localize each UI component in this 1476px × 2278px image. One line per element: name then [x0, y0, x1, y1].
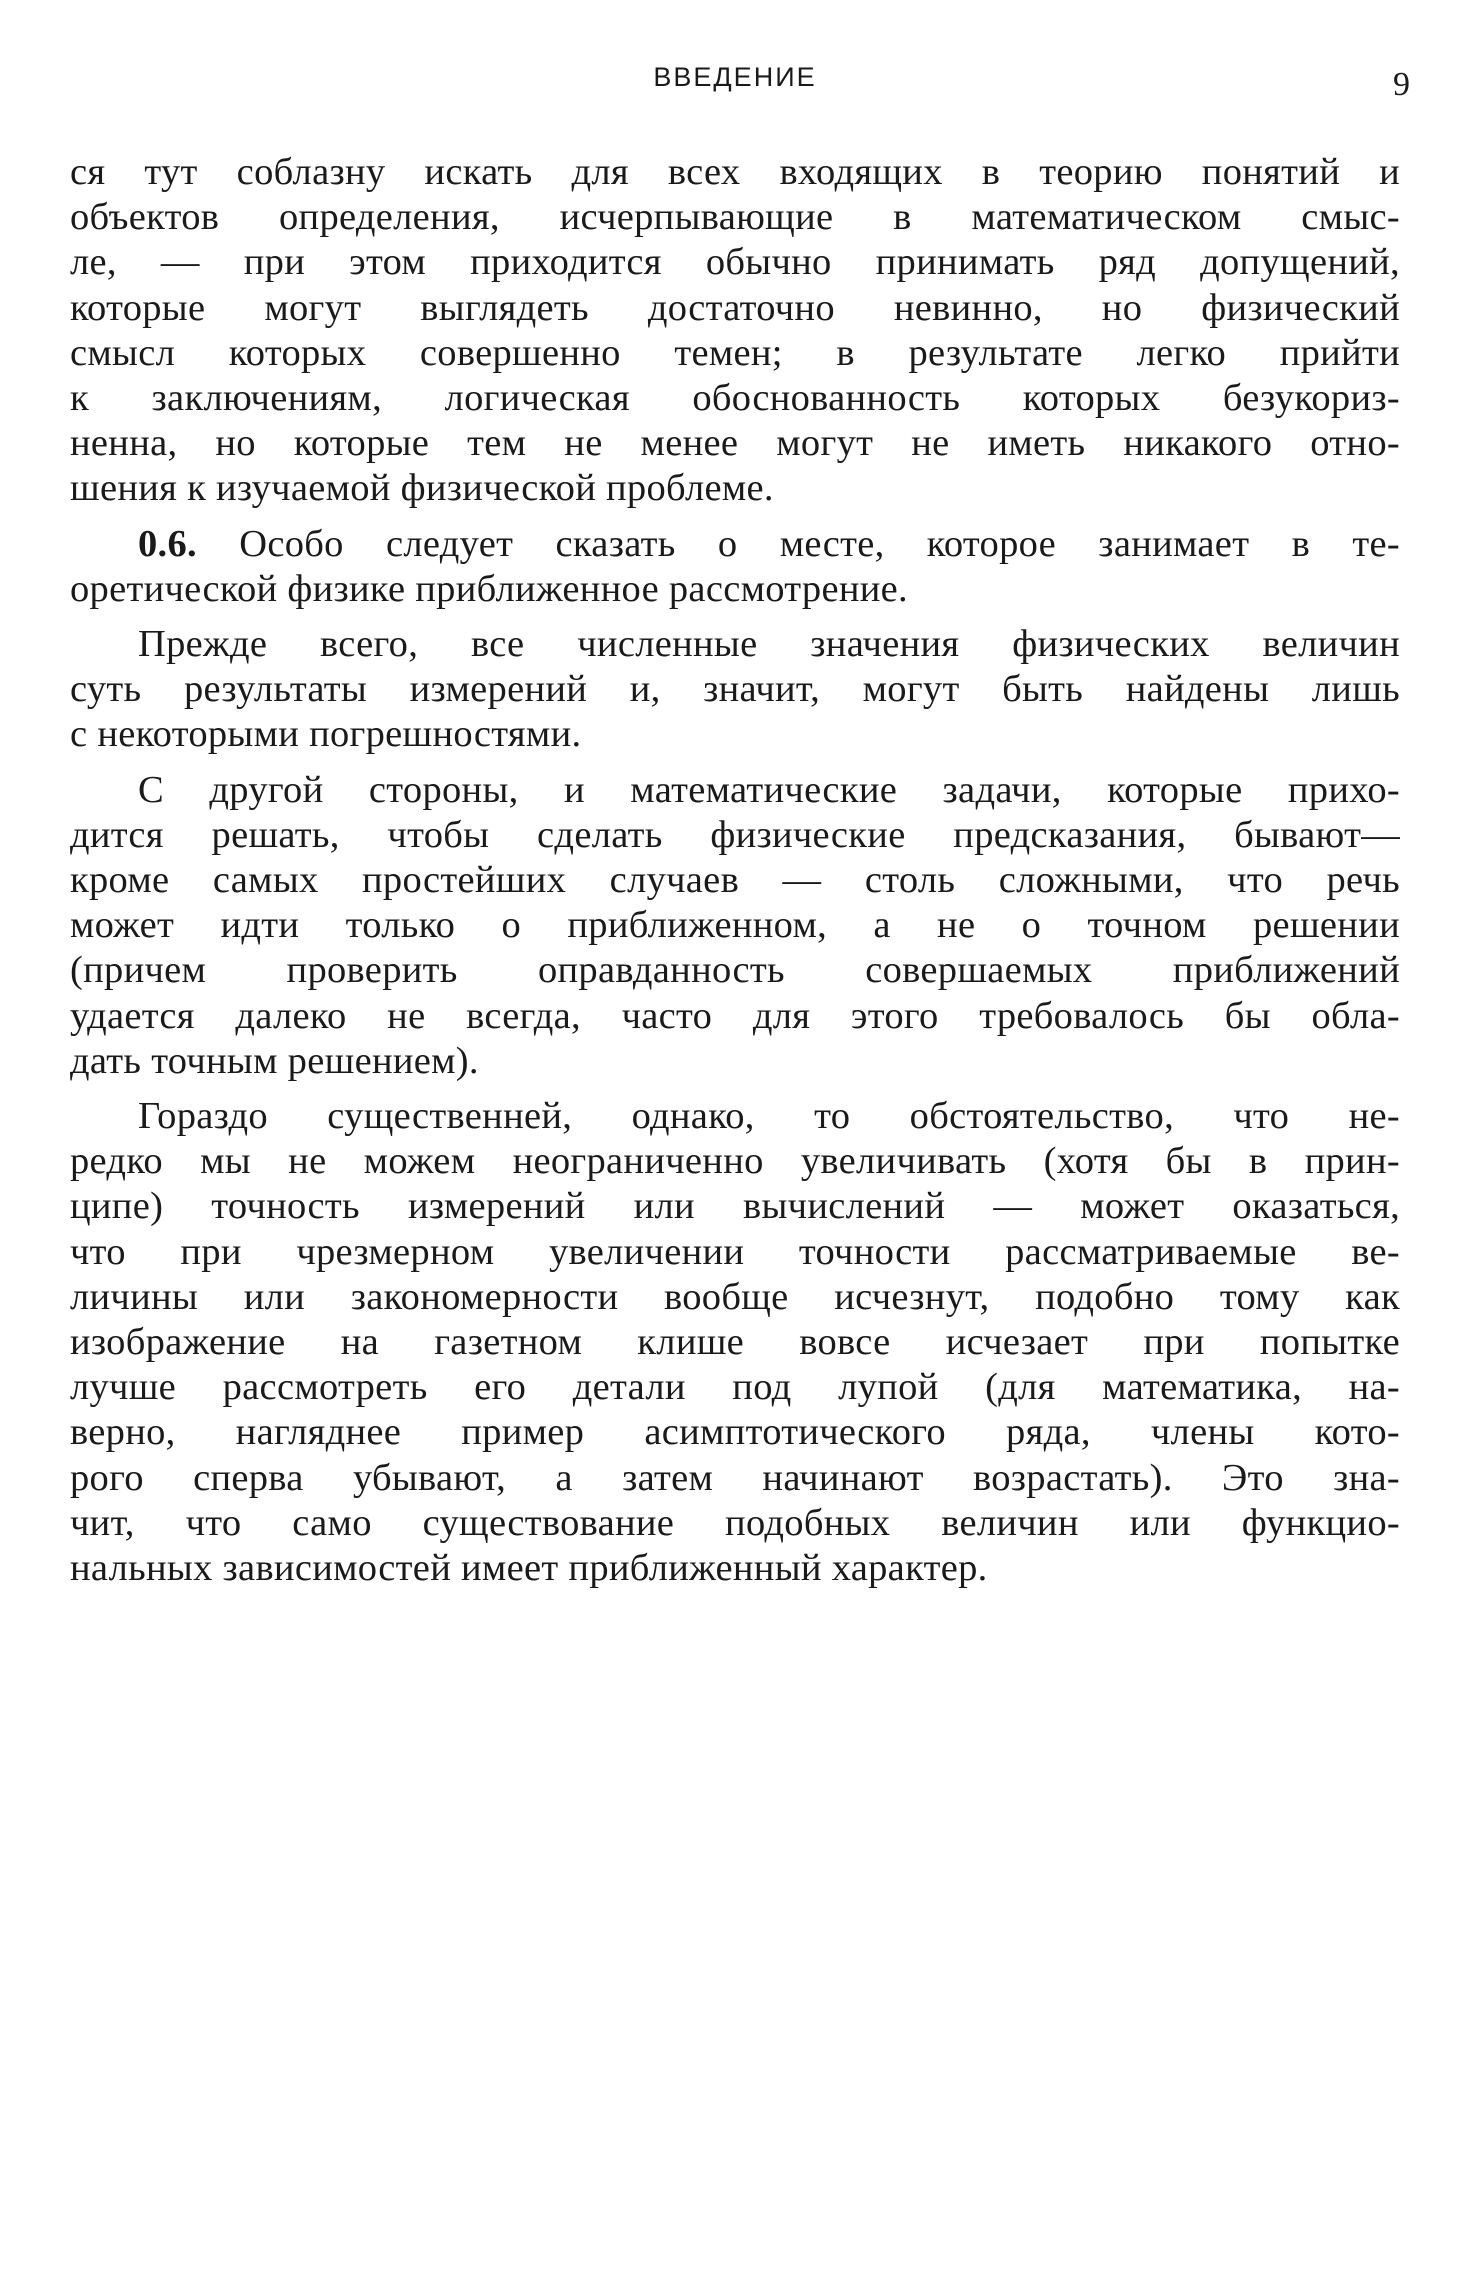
- text-line: шения к изучаемой физической проблеме.: [70, 467, 774, 510]
- text-line: оретической физике приближенное рассмотрение.: [70, 567, 908, 610]
- running-title: ВВЕДЕНИЕ: [653, 62, 817, 92]
- text-line-rest: Особо следует сказать о месте, которое занимает в те-: [196, 522, 1400, 565]
- body-text: [70, 150, 1400, 1601]
- text-line: Прежде всего, все численные значения физических величин: [138, 623, 1400, 666]
- paragraph-3: [70, 622, 1400, 758]
- paragraph-4: [70, 768, 1400, 1084]
- text-line: (причем проверить оправданность совершаемых приближений: [70, 949, 1400, 992]
- section-number: 0.6.: [138, 522, 197, 565]
- text-line-with-section: [70, 522, 1400, 567]
- text-line: может идти только о приближенном, а не о точном решении: [70, 904, 1400, 947]
- text-line: изображение на газетном клише вовсе исчезает при попытке: [70, 1321, 1400, 1364]
- text-line: Гораздо существенней, однако, то обстоятельство, что не-: [138, 1095, 1400, 1138]
- text-line: ле, — при этом приходится обычно принимать ряд допущений,: [70, 241, 1400, 284]
- text-line: ся тут соблазну искать для всех входящих в теорию понятий и: [70, 151, 1400, 193]
- text-line: редко мы не можем неограниченно увеличивать (хотя бы в прин-: [70, 1140, 1400, 1183]
- text-line: удается далеко не всегда, часто для этого требовалось бы обла-: [70, 994, 1400, 1037]
- text-line: С другой стороны, и математические задачи, которые прихо-: [138, 768, 1400, 811]
- paragraph-section-0-6: [70, 522, 1400, 612]
- page-number: 9: [1393, 66, 1410, 103]
- text-line: к заключениям, логическая обоснованность которых безукориз-: [70, 377, 1400, 420]
- text-line: ненна, но которые тем не менее могут не иметь никакого отно-: [70, 422, 1400, 465]
- text-line: объектов определения, исчерпывающие в математическом смыс-: [70, 196, 1400, 239]
- text-line: дится решать, чтобы сделать физические предсказания, бывают—: [70, 813, 1400, 856]
- running-head: [70, 62, 1410, 103]
- text-line: с некоторыми погрешностями.: [70, 713, 582, 756]
- paragraph-1: [70, 150, 1400, 512]
- text-line: которые могут выглядеть достаточно невинно, но физический: [70, 286, 1400, 329]
- text-line: что при чрезмерном увеличении точности рассматриваемые ве-: [70, 1230, 1400, 1273]
- text-line: лучше рассмотреть его детали под лупой (для математика, на-: [70, 1366, 1400, 1409]
- text-line: ципе) точность измерений или вычислений — может оказаться,: [70, 1185, 1400, 1228]
- text-line: смысл которых совершенно темен; в результате легко прийти: [70, 331, 1400, 374]
- text-line: рого сперва убывают, а затем начинают возрастать). Это зна-: [70, 1456, 1400, 1499]
- text-line: личины или закономерности вообще исчезнут, подобно тому как: [70, 1275, 1400, 1318]
- text-line: дать точным решением).: [70, 1039, 479, 1082]
- text-line: кроме самых простейших случаев — столь сложными, что речь: [70, 859, 1400, 902]
- text-line: чит, что само существование подобных величин или функцио-: [70, 1501, 1400, 1544]
- text-line: верно, нагляднее пример асимптотического ряда, члены кото-: [70, 1411, 1400, 1454]
- paragraph-5: [70, 1094, 1400, 1591]
- text-line: нальных зависимостей имеет приближенный характер.: [70, 1547, 988, 1590]
- text-line: суть результаты измерений и, значит, могут быть найдены лишь: [70, 668, 1400, 711]
